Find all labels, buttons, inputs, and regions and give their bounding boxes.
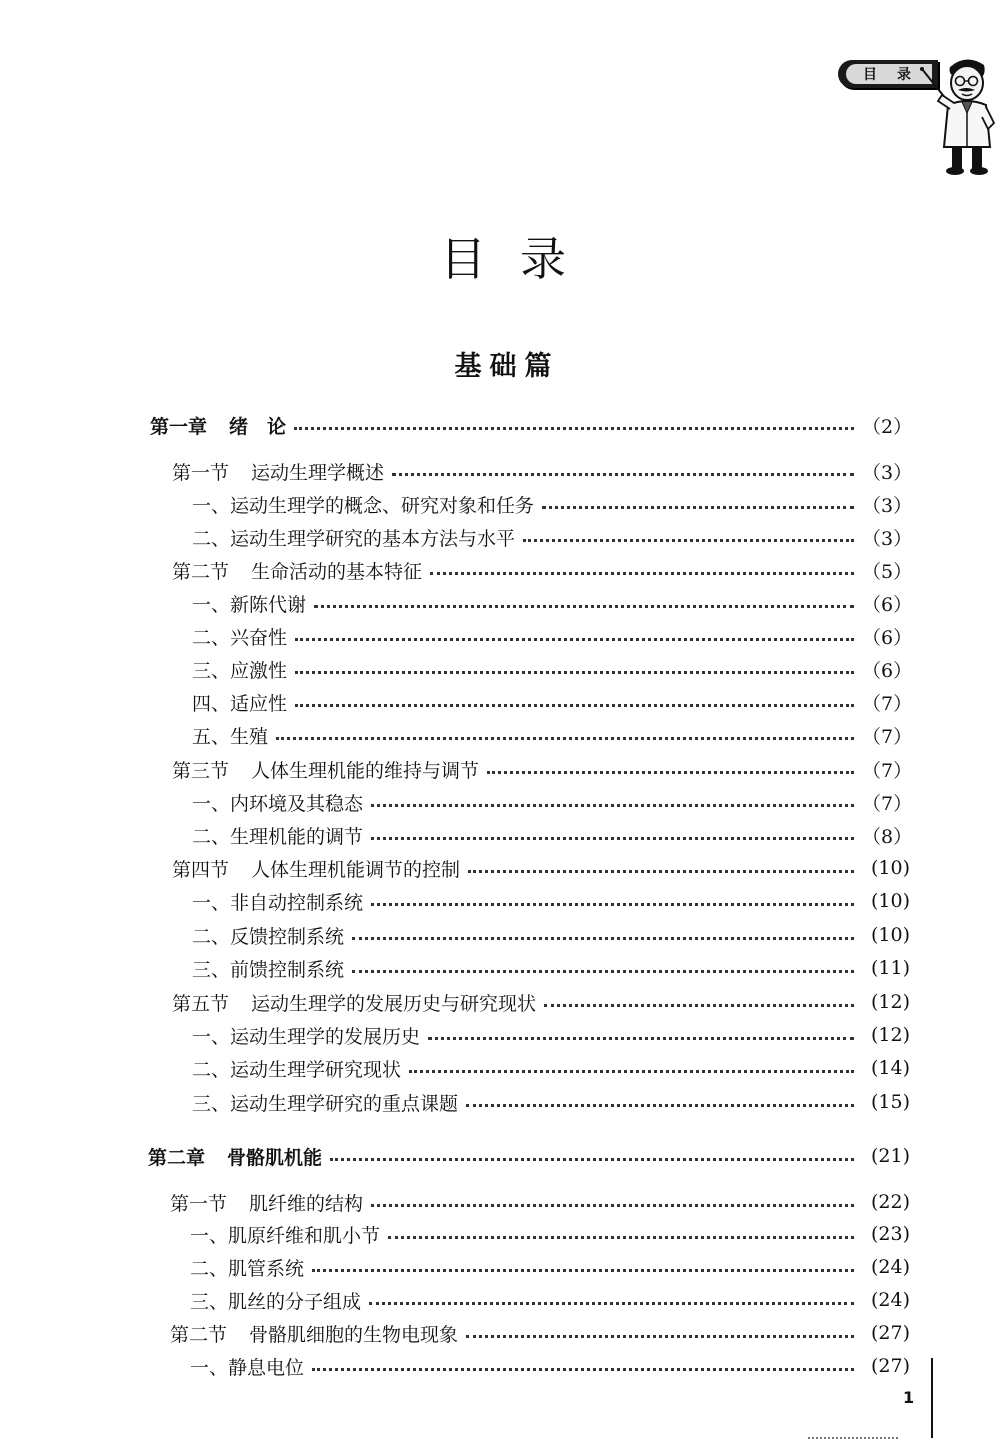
toc-entry-label xyxy=(170,1320,466,1347)
toc-page-number: （3） xyxy=(862,494,913,517)
toc-item-row[interactable] xyxy=(192,1020,910,1050)
toc-entry-title: 一、静息电位 xyxy=(190,1356,305,1379)
toc-item-row[interactable] xyxy=(190,1351,910,1381)
toc-entry-title: 运动生理学概述 xyxy=(251,461,385,484)
toc-item-row[interactable] xyxy=(192,720,913,750)
toc-item-row[interactable] xyxy=(192,820,913,850)
toc-entry-prefix: 第一节 xyxy=(172,461,230,484)
toc-dot-leader xyxy=(409,1070,854,1073)
toc-entry-title: 三、肌丝的分子组成 xyxy=(190,1290,362,1313)
toc-item-row[interactable] xyxy=(190,1285,910,1315)
toc-entry-label xyxy=(172,989,544,1016)
toc-page-number: （7） xyxy=(862,725,913,748)
toc-entry-title: 二、反馈控制系统 xyxy=(192,925,345,948)
toc-entry-title: 三、前馈控制系统 xyxy=(192,958,345,981)
toc-page-number: （8） xyxy=(862,825,913,848)
toc-chapter-row[interactable] xyxy=(150,410,913,440)
toc-page-number: (21) xyxy=(870,1145,910,1167)
page-number: 1 xyxy=(903,1388,915,1407)
toc-dot-leader xyxy=(352,970,854,973)
toc-entry-title: 生命活动的基本特征 xyxy=(251,560,423,583)
toc-entry-label xyxy=(172,458,392,485)
toc-dot-leader xyxy=(388,1236,854,1239)
toc-entry-prefix: 第五节 xyxy=(172,992,230,1015)
toc-page-number: （6） xyxy=(862,659,913,682)
toc-dot-leader xyxy=(371,804,854,807)
toc-entry-label xyxy=(170,1189,371,1216)
toc-item-row[interactable] xyxy=(190,1219,910,1249)
toc-dot-leader xyxy=(468,870,854,873)
toc-item-row[interactable] xyxy=(192,1087,910,1117)
toc-chapter-row[interactable] xyxy=(148,1141,910,1171)
toc-dot-leader xyxy=(544,1004,854,1007)
toc-entry-title: 一、肌原纤维和肌小节 xyxy=(190,1224,381,1247)
toc-dot-leader xyxy=(295,638,854,641)
toc-page-number: （3） xyxy=(862,461,913,484)
toc-entry-title: 绪 论 xyxy=(229,415,287,438)
toc-section-row[interactable] xyxy=(170,1318,910,1348)
toc-section-row[interactable] xyxy=(172,555,913,585)
toc-dot-leader xyxy=(295,704,854,707)
toc-item-row[interactable] xyxy=(192,920,910,950)
toc-entry-prefix: 第二节 xyxy=(172,560,230,583)
toc-page-number: (15) xyxy=(870,1091,910,1113)
toc-entry-title: 骨骼肌机能 xyxy=(227,1146,323,1169)
toc-dot-leader xyxy=(330,1158,854,1161)
toc-entry-title: 人体生理机能的维持与调节 xyxy=(251,759,480,782)
toc-page-number: (11) xyxy=(870,957,910,979)
toc-entry-title: 骨骼肌细胞的生物电现象 xyxy=(249,1323,459,1346)
toc-entry-label xyxy=(150,412,294,439)
toc-entry-label xyxy=(172,557,430,584)
toc-dot-leader xyxy=(430,572,854,575)
toc-entry-prefix: 第二节 xyxy=(170,1323,228,1346)
toc-dot-leader xyxy=(371,903,854,906)
toc-dot-leader xyxy=(371,837,854,840)
toc-entry-prefix: 第三节 xyxy=(172,759,230,782)
toc-page-number: (10) xyxy=(870,857,910,879)
toc-item-row[interactable] xyxy=(190,1252,910,1282)
toc-page-number: （5） xyxy=(862,560,913,583)
toc-item-row[interactable] xyxy=(192,489,913,519)
toc-dot-leader xyxy=(371,1204,854,1207)
toc-entry-title: 二、运动生理学研究的基本方法与水平 xyxy=(192,527,516,550)
toc-page-number: (22) xyxy=(870,1191,910,1213)
toc-dot-leader xyxy=(392,473,854,476)
toc-section-row[interactable] xyxy=(172,754,913,784)
toc-entry-title: 肌纤维的结构 xyxy=(249,1192,364,1215)
toc-item-row[interactable] xyxy=(192,687,913,717)
toc-dot-leader xyxy=(352,937,854,940)
toc-entry-prefix: 第一章 xyxy=(150,415,208,438)
toc-dot-leader xyxy=(295,671,854,674)
toc-page-number: (24) xyxy=(870,1256,910,1278)
toc-item-row[interactable] xyxy=(192,886,910,916)
toc-dot-leader xyxy=(276,737,854,740)
toc-page-number: (14) xyxy=(870,1057,910,1079)
toc-item-row[interactable] xyxy=(192,654,913,684)
teacher-mascot-illustration xyxy=(920,55,1000,180)
toc-page-number: (10) xyxy=(870,924,910,946)
part-title: 基础篇 xyxy=(454,351,560,383)
toc-dot-leader xyxy=(466,1104,854,1107)
toc-dot-leader xyxy=(487,771,854,774)
toc-entry-title: 三、应激性 xyxy=(192,659,288,682)
toc-page-number: (23) xyxy=(870,1223,910,1245)
toc-entry-label xyxy=(172,756,487,783)
toc-dot-leader xyxy=(466,1335,854,1338)
toc-dot-leader xyxy=(523,539,854,542)
toc-entry-title: 二、肌管系统 xyxy=(190,1257,305,1280)
toc-entry-title: 人体生理机能调节的控制 xyxy=(251,858,461,881)
toc-page-number: (27) xyxy=(870,1322,910,1344)
toc-dot-leader xyxy=(312,1368,854,1371)
toc-section-row[interactable] xyxy=(170,1187,910,1217)
toc-page-number: （7） xyxy=(862,759,913,782)
toc-entry-title: 一、运动生理学的发展历史 xyxy=(192,1025,421,1048)
toc-item-row[interactable] xyxy=(192,522,913,552)
toc-item-row[interactable] xyxy=(192,588,913,618)
toc-dot-leader xyxy=(294,427,854,430)
toc-entry-label xyxy=(148,1143,330,1170)
toc-page-number: （7） xyxy=(862,792,913,815)
toc-entry-title: 二、生理机能的调节 xyxy=(192,825,364,848)
toc-page-number: (10) xyxy=(870,890,910,912)
toc-section-row[interactable] xyxy=(172,987,910,1017)
toc-item-row[interactable] xyxy=(192,621,913,651)
toc-dot-leader xyxy=(369,1302,854,1305)
margin-rule xyxy=(931,1358,933,1438)
page-title: 目录 xyxy=(440,231,600,286)
toc-page-number: (24) xyxy=(870,1289,910,1311)
toc-entry-title: 三、运动生理学研究的重点课题 xyxy=(192,1092,459,1115)
toc-dot-leader xyxy=(428,1037,854,1040)
toc-section-row[interactable] xyxy=(172,853,910,883)
toc-page-number: (12) xyxy=(870,1024,910,1046)
toc-dot-leader xyxy=(312,1269,854,1272)
bottom-dotted-line xyxy=(808,1437,898,1439)
toc-page-number: （6） xyxy=(862,626,913,649)
toc-entry-title: 二、兴奋性 xyxy=(192,626,288,649)
toc-page-number: （3） xyxy=(862,527,913,550)
toc-dot-leader xyxy=(314,605,854,608)
toc-entry-title: 一、内环境及其稳态 xyxy=(192,792,364,815)
toc-page-number: （6） xyxy=(862,593,913,616)
toc-dot-leader xyxy=(542,506,854,509)
toc-page-number: (27) xyxy=(870,1355,910,1377)
toc-entry-prefix: 第二章 xyxy=(148,1146,206,1169)
toc-section-row[interactable] xyxy=(172,456,913,486)
toc-entry-title: 四、适应性 xyxy=(192,692,288,715)
toc-entry-label xyxy=(172,855,468,882)
toc-entry-title: 五、生殖 xyxy=(192,725,269,748)
toc-item-row[interactable] xyxy=(192,787,913,817)
toc-item-row[interactable] xyxy=(192,1053,910,1083)
toc-entry-title: 一、非自动控制系统 xyxy=(192,891,364,914)
toc-entry-title: 二、运动生理学研究现状 xyxy=(192,1058,402,1081)
toc-entry-title: 一、新陈代谢 xyxy=(192,593,307,616)
toc-entry-title: 运动生理学的发展历史与研究现状 xyxy=(251,992,537,1015)
badge-char-1: 目 xyxy=(863,67,881,83)
toc-entry-prefix: 第一节 xyxy=(170,1192,228,1215)
toc-item-row[interactable] xyxy=(192,953,910,983)
toc-entry-prefix: 第四节 xyxy=(172,858,230,881)
toc-page-number: （2） xyxy=(862,415,913,438)
toc-page-number: （7） xyxy=(862,692,913,715)
badge-char-2: 录 xyxy=(897,67,915,83)
toc-page-number: (12) xyxy=(870,991,910,1013)
toc-entry-title: 一、运动生理学的概念、研究对象和任务 xyxy=(192,494,535,517)
